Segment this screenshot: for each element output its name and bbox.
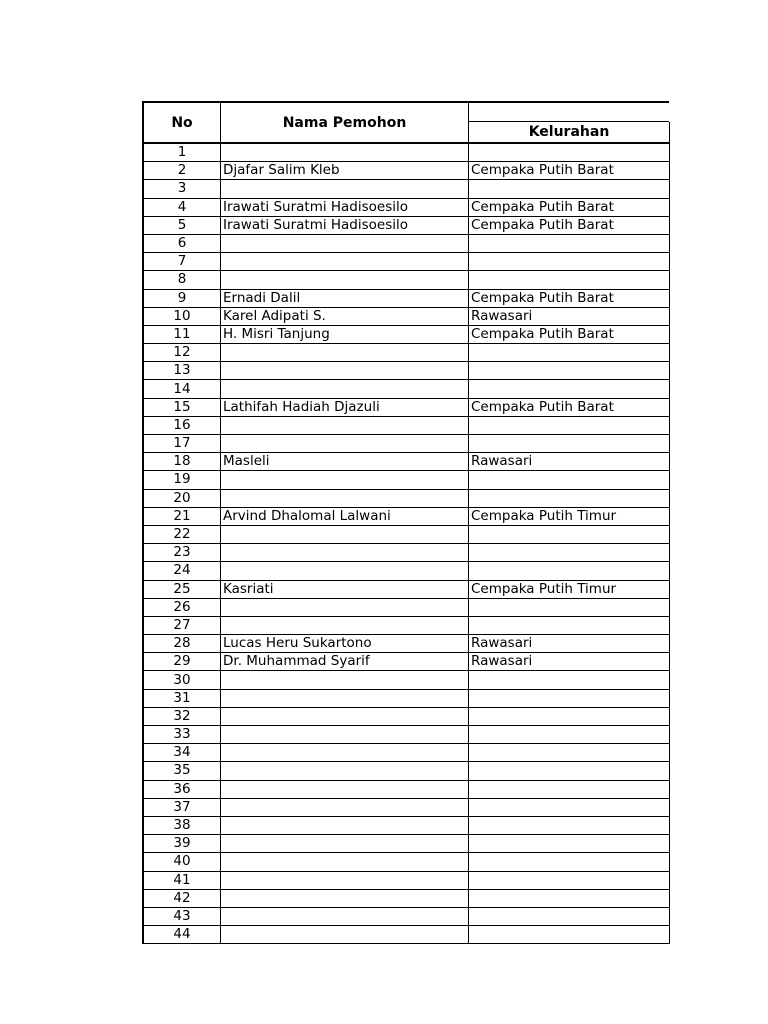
cell-kelurahan (469, 180, 670, 198)
table-row (143, 926, 670, 944)
table-row (143, 362, 670, 380)
table-row (143, 798, 670, 816)
cell-kelurahan (469, 689, 670, 707)
cell-nama-pemohon (221, 180, 469, 198)
cell-no: 23 (143, 544, 221, 562)
cell-no: 41 (143, 871, 221, 889)
cell-no: 31 (143, 689, 221, 707)
cell-kelurahan (469, 780, 670, 798)
cell-no: 34 (143, 744, 221, 762)
header-kelurahan: Kelurahan (469, 122, 670, 142)
cell-no: 24 (143, 562, 221, 580)
cell-no: 16 (143, 416, 221, 434)
cell-kelurahan: Cempaka Putih Barat (469, 216, 670, 234)
cell-no: 12 (143, 344, 221, 362)
cell-nama-pemohon (221, 489, 469, 507)
cell-kelurahan: Cempaka Putih Timur (469, 507, 670, 525)
cell-nama-pemohon (221, 253, 469, 271)
cell-no: 4 (143, 198, 221, 216)
cell-nama-pemohon: Irawati Suratmi Hadisoesilo (221, 216, 469, 234)
cell-kelurahan (469, 362, 670, 380)
cell-kelurahan (469, 835, 670, 853)
cell-kelurahan (469, 707, 670, 725)
table-row (143, 162, 670, 180)
cell-kelurahan (469, 889, 670, 907)
cell-kelurahan (469, 525, 670, 543)
cell-kelurahan (469, 816, 670, 834)
cell-nama-pemohon (221, 380, 469, 398)
table-row (143, 598, 670, 616)
cell-nama-pemohon (221, 143, 469, 162)
cell-nama-pemohon: Djafar Salim Kleb (221, 162, 469, 180)
cell-no: 42 (143, 889, 221, 907)
table-row (143, 853, 670, 871)
cell-nama-pemohon (221, 707, 469, 725)
cell-no: 39 (143, 835, 221, 853)
cell-nama-pemohon (221, 780, 469, 798)
cell-kelurahan: Rawasari (469, 453, 670, 471)
cell-kelurahan: Rawasari (469, 653, 670, 671)
cell-kelurahan: Cempaka Putih Barat (469, 198, 670, 216)
table-row (143, 871, 670, 889)
cell-no: 38 (143, 816, 221, 834)
cell-nama-pemohon (221, 362, 469, 380)
table-row (143, 616, 670, 634)
table-row (143, 580, 670, 598)
table-row (143, 143, 670, 162)
cell-kelurahan: Cempaka Putih Barat (469, 325, 670, 343)
table-body (142, 142, 670, 944)
cell-no: 27 (143, 616, 221, 634)
cell-kelurahan (469, 271, 670, 289)
cell-nama-pemohon: Ernadi Dalil (221, 289, 469, 307)
table-row (143, 489, 670, 507)
cell-nama-pemohon: Masleli (221, 453, 469, 471)
cell-nama-pemohon (221, 744, 469, 762)
cell-no: 19 (143, 471, 221, 489)
cell-no: 33 (143, 726, 221, 744)
cell-nama-pemohon (221, 853, 469, 871)
cell-nama-pemohon (221, 598, 469, 616)
table-row (143, 762, 670, 780)
cell-kelurahan (469, 762, 670, 780)
table-row (143, 507, 670, 525)
cell-no: 7 (143, 253, 221, 271)
cell-kelurahan: Cempaka Putih Barat (469, 162, 670, 180)
table-row (143, 180, 670, 198)
cell-nama-pemohon: Lucas Heru Sukartono (221, 635, 469, 653)
cell-kelurahan: Rawasari (469, 307, 670, 325)
table-row (143, 289, 670, 307)
cell-nama-pemohon (221, 798, 469, 816)
table-row (143, 889, 670, 907)
cell-nama-pemohon: H. Misri Tanjung (221, 325, 469, 343)
cell-nama-pemohon: Kasriati (221, 580, 469, 598)
cell-kelurahan (469, 926, 670, 944)
cell-no: 13 (143, 362, 221, 380)
cell-kelurahan (469, 744, 670, 762)
table-row (143, 671, 670, 689)
cell-kelurahan: Cempaka Putih Barat (469, 289, 670, 307)
cell-nama-pemohon: Karel Adipati S. (221, 307, 469, 325)
cell-kelurahan (469, 871, 670, 889)
cell-no: 11 (143, 325, 221, 343)
table-row (143, 707, 670, 725)
table-row (143, 453, 670, 471)
cell-kelurahan: Rawasari (469, 635, 670, 653)
cell-nama-pemohon: Dr. Muhammad Syarif (221, 653, 469, 671)
cell-no: 26 (143, 598, 221, 616)
cell-kelurahan (469, 671, 670, 689)
table-row (143, 726, 670, 744)
cell-no: 37 (143, 798, 221, 816)
cell-no: 8 (143, 271, 221, 289)
table-header (142, 101, 669, 142)
table-row (143, 398, 670, 416)
cell-kelurahan (469, 344, 670, 362)
cell-kelurahan (469, 544, 670, 562)
cell-no: 2 (143, 162, 221, 180)
cell-no: 1 (143, 143, 221, 162)
cell-kelurahan (469, 253, 670, 271)
cell-kelurahan (469, 416, 670, 434)
cell-no: 43 (143, 907, 221, 925)
table-row (143, 234, 670, 252)
table-row (143, 307, 670, 325)
cell-no: 25 (143, 580, 221, 598)
table-row (143, 471, 670, 489)
table-row (143, 271, 670, 289)
cell-nama-pemohon (221, 416, 469, 434)
cell-nama-pemohon (221, 726, 469, 744)
cell-nama-pemohon (221, 816, 469, 834)
cell-kelurahan (469, 562, 670, 580)
cell-kelurahan (469, 616, 670, 634)
table-row (143, 380, 670, 398)
cell-no: 28 (143, 635, 221, 653)
cell-kelurahan (469, 798, 670, 816)
table-row (143, 653, 670, 671)
cell-no: 21 (143, 507, 221, 525)
cell-no: 9 (143, 289, 221, 307)
table-row (143, 689, 670, 707)
cell-nama-pemohon (221, 544, 469, 562)
table-row (143, 835, 670, 853)
table-row (143, 744, 670, 762)
cell-nama-pemohon (221, 271, 469, 289)
cell-no: 14 (143, 380, 221, 398)
table-row (143, 435, 670, 453)
cell-nama-pemohon (221, 234, 469, 252)
table-row (143, 635, 670, 653)
cell-no: 6 (143, 234, 221, 252)
cell-kelurahan (469, 489, 670, 507)
table-row (143, 198, 670, 216)
header-nama-pemohon: Nama Pemohon (221, 103, 469, 142)
cell-nama-pemohon: Lathifah Hadiah Djazuli (221, 398, 469, 416)
cell-kelurahan: Cempaka Putih Timur (469, 580, 670, 598)
cell-no: 30 (143, 671, 221, 689)
cell-no: 5 (143, 216, 221, 234)
table-row (143, 216, 670, 234)
applicant-table (142, 101, 669, 944)
cell-nama-pemohon (221, 616, 469, 634)
cell-nama-pemohon (221, 689, 469, 707)
cell-kelurahan (469, 598, 670, 616)
table-row (143, 562, 670, 580)
table-row (143, 416, 670, 434)
header-merged-cell (469, 103, 669, 122)
cell-nama-pemohon (221, 871, 469, 889)
cell-nama-pemohon (221, 926, 469, 944)
table-row (143, 525, 670, 543)
cell-kelurahan (469, 380, 670, 398)
cell-nama-pemohon (221, 671, 469, 689)
cell-no: 17 (143, 435, 221, 453)
cell-nama-pemohon (221, 525, 469, 543)
cell-no: 22 (143, 525, 221, 543)
cell-no: 35 (143, 762, 221, 780)
table-row (143, 325, 670, 343)
cell-nama-pemohon: Irawati Suratmi Hadisoesilo (221, 198, 469, 216)
cell-no: 18 (143, 453, 221, 471)
cell-nama-pemohon (221, 435, 469, 453)
cell-nama-pemohon (221, 471, 469, 489)
cell-no: 36 (143, 780, 221, 798)
cell-kelurahan (469, 234, 670, 252)
cell-nama-pemohon (221, 762, 469, 780)
header-no: No (144, 103, 221, 142)
table-row (143, 253, 670, 271)
cell-kelurahan (469, 853, 670, 871)
cell-no: 40 (143, 853, 221, 871)
cell-nama-pemohon (221, 907, 469, 925)
cell-kelurahan (469, 143, 670, 162)
cell-no: 15 (143, 398, 221, 416)
cell-no: 44 (143, 926, 221, 944)
cell-no: 29 (143, 653, 221, 671)
cell-kelurahan (469, 726, 670, 744)
cell-nama-pemohon: Arvind Dhalomal Lalwani (221, 507, 469, 525)
cell-nama-pemohon (221, 562, 469, 580)
cell-kelurahan (469, 471, 670, 489)
cell-kelurahan (469, 435, 670, 453)
cell-no: 10 (143, 307, 221, 325)
cell-nama-pemohon (221, 344, 469, 362)
table-row (143, 907, 670, 925)
cell-no: 20 (143, 489, 221, 507)
cell-kelurahan: Cempaka Putih Barat (469, 398, 670, 416)
cell-no: 3 (143, 180, 221, 198)
table-row (143, 344, 670, 362)
table-row (143, 816, 670, 834)
cell-nama-pemohon (221, 889, 469, 907)
table-row (143, 544, 670, 562)
cell-no: 32 (143, 707, 221, 725)
table-row (143, 780, 670, 798)
cell-kelurahan (469, 907, 670, 925)
cell-nama-pemohon (221, 835, 469, 853)
